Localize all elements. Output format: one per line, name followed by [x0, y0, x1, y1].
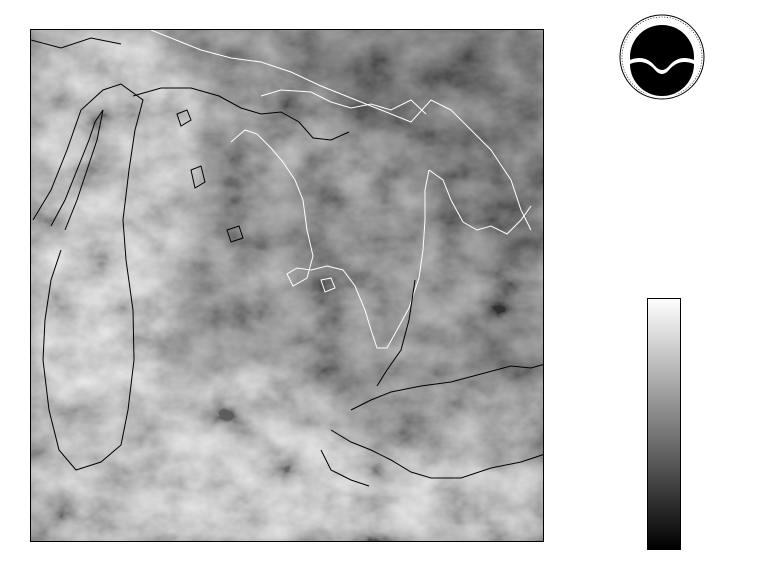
colorbar-ticks	[681, 298, 693, 550]
map-svg	[31, 30, 544, 542]
satellite-map	[30, 29, 544, 542]
cloud-texture	[31, 30, 544, 542]
colorbar	[647, 298, 681, 550]
noaa-logo	[619, 14, 705, 100]
